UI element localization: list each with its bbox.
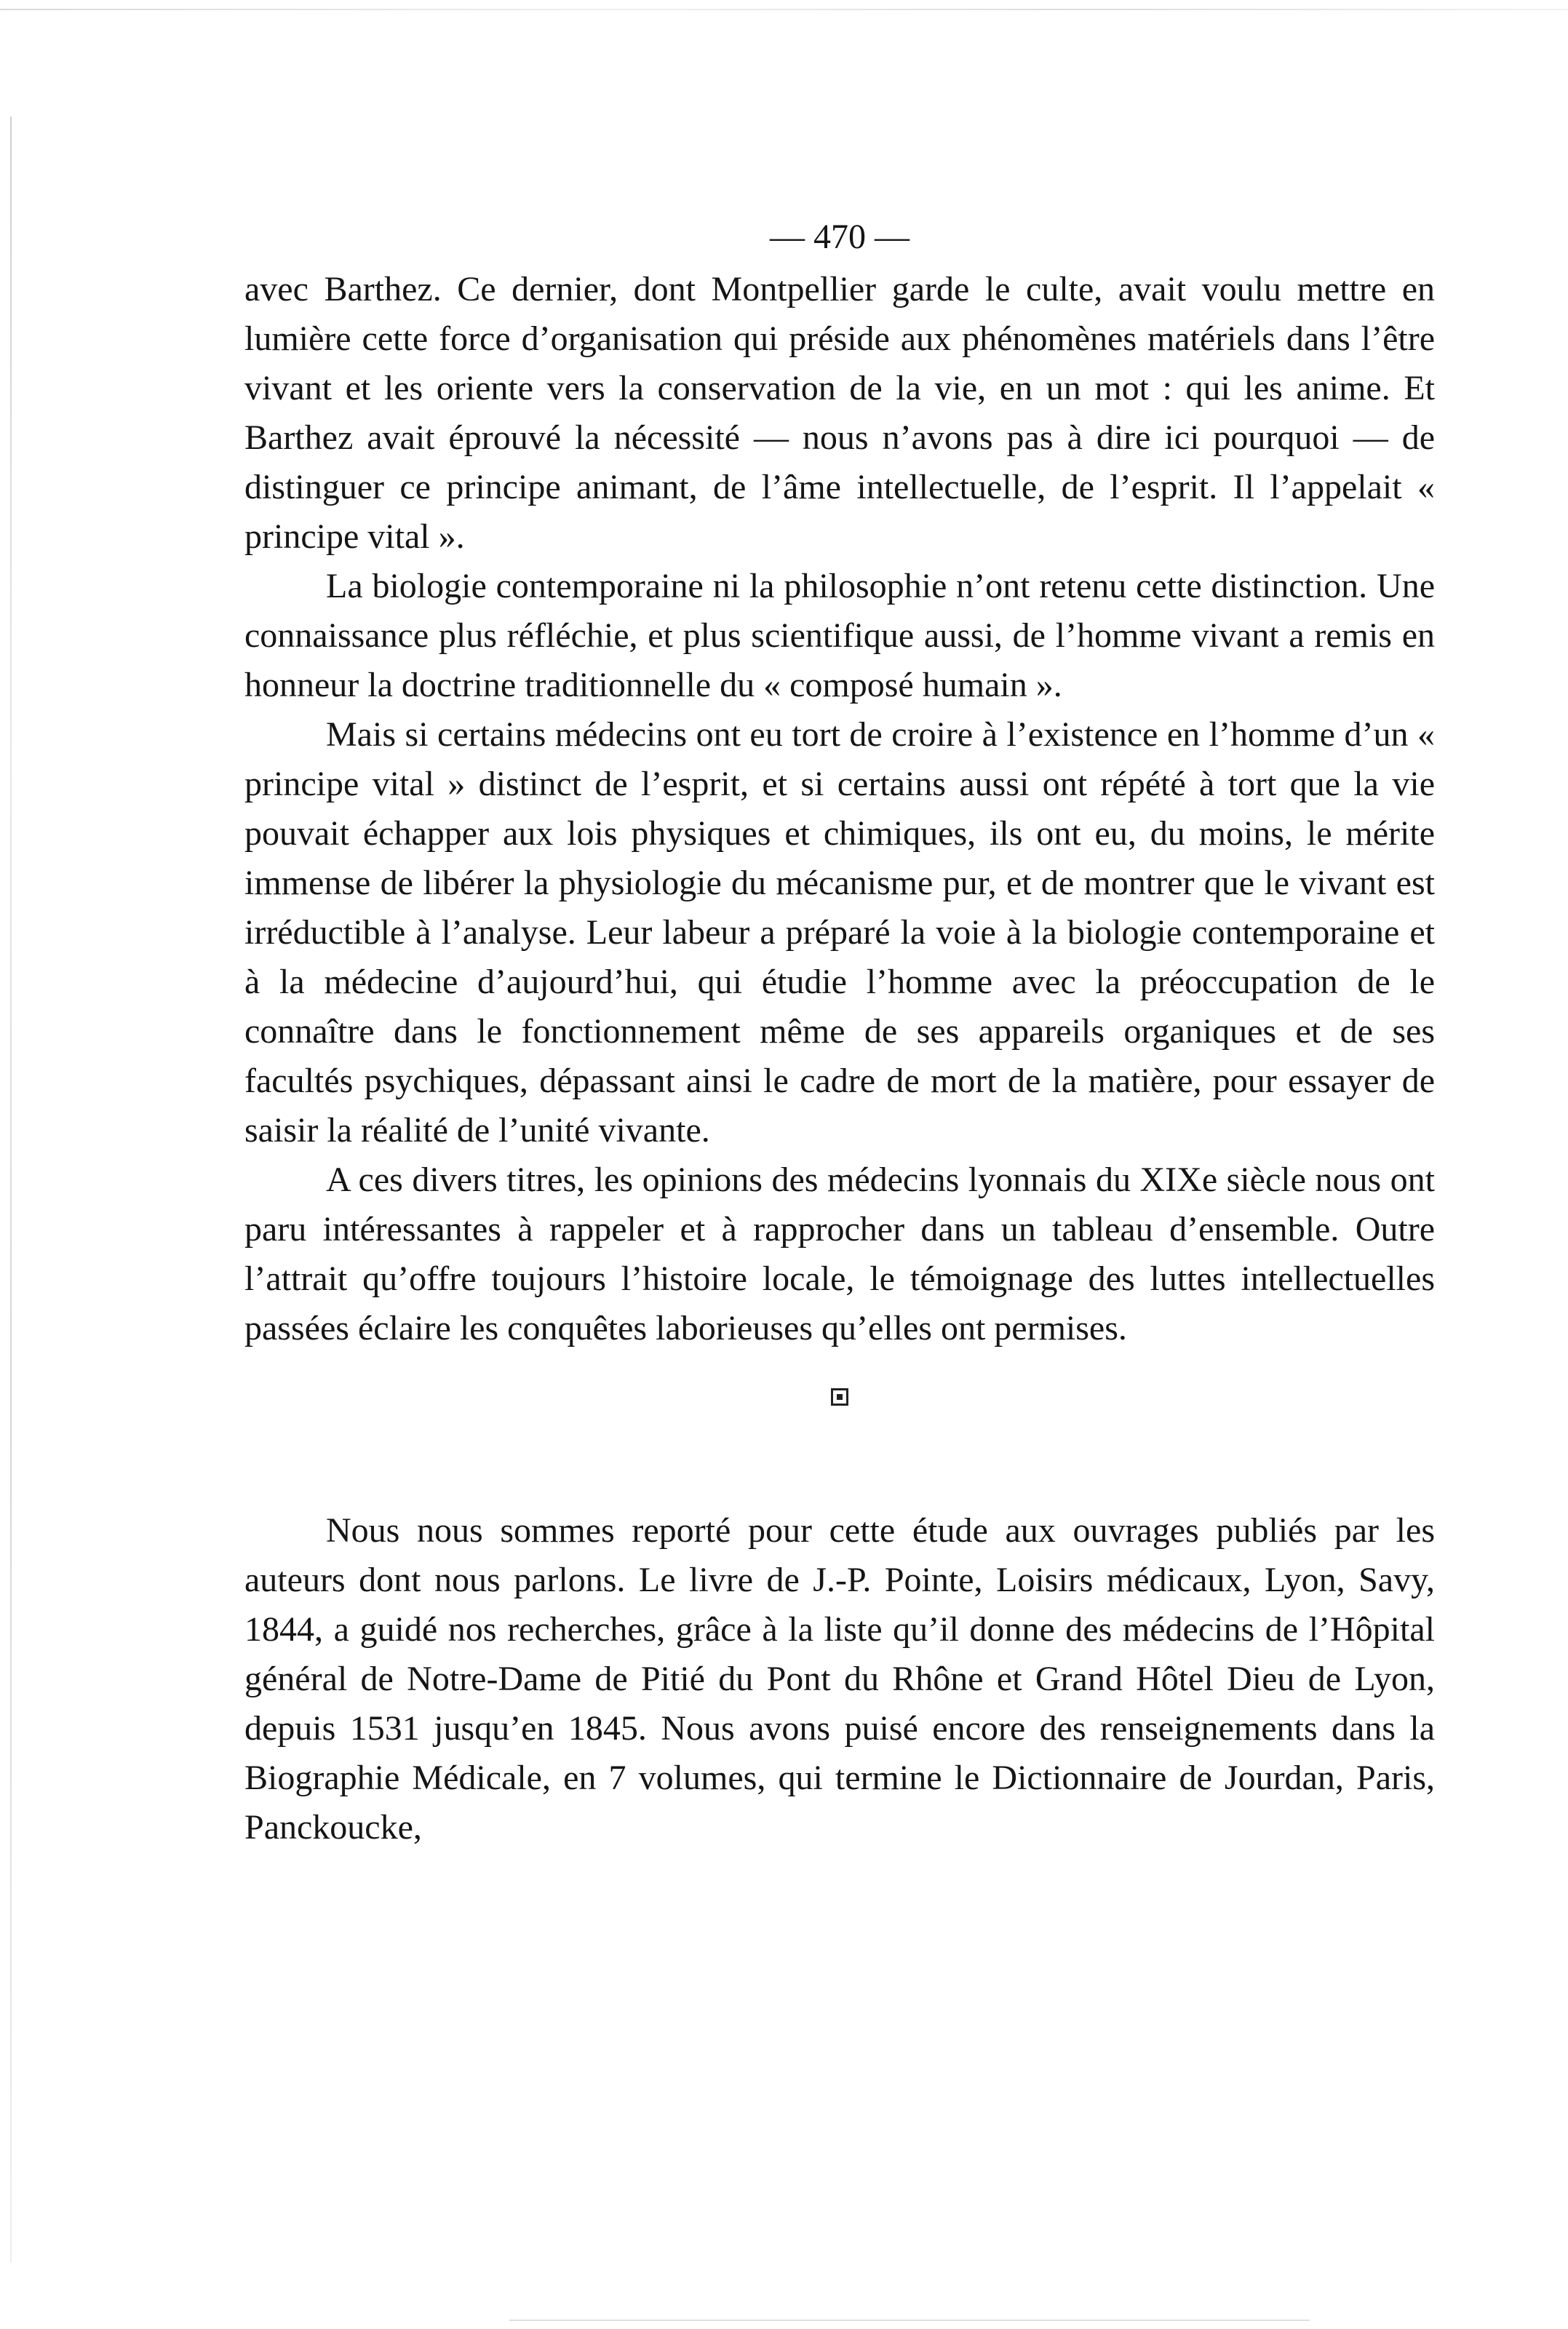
paragraph-3: Mais si certains médecins ont eu tort de croire à l’existence en l’homme d’un « principe vital » distinct de l’esprit, et si certains aussi ont répété à tort que la vie pouvait échapper aux lois physiques et chimiques, ils ont eu, du moins, le mérite immense de libérer la physiologie du mécanisme pur, et de montrer que le vivant est irréductible à l’analyse. Leur labeur a préparé la voie à la biologie contemporaine et à la médecine d’aujourd’hui, qui étudie l’homme avec la préoccupation de le connaître dans le fonctionnement même de ses appareils organiques et de ses facultés psychiques, dépassant ainsi le cadre de mort de la matière, pour essayer de saisir la réalité de l’unité vivante. — [244, 715, 1435, 1150]
page-number: — 470 — — [770, 218, 910, 256]
paragraph-2: La biologie contemporaine ni la philosophie n’ont retenu cette distinction. Une connaissance plus réfléchie, et plus scientifique aussi, de l’homme vivant a remis en honneur la doctrine traditionnelle du « composé humain ». — [244, 567, 1435, 704]
paragraph-1: avec Barthez. Ce dernier, dont Montpellier garde le culte, avait voulu mettre en lumière cette force d’organisation qui préside aux phénomènes matériels dans l’être vivant et les oriente vers la conservation de la vie, en un mot : qui les anime. Et Barthez avait éprouvé la nécessité — nous n’avons pas à dire ici pourquoi — de distinguer ce principe animant, de l’âme intellectuelle, de l’esprit. Il l’appelait « principe vital ». — [244, 270, 1435, 556]
scan-edge-top — [0, 9, 1568, 10]
text-block — [244, 212, 1435, 1852]
section-ornament — [244, 1353, 1435, 1506]
paragraph-5: Nous nous sommes reporté pour cette étude aux ouvrages publiés par les auteurs dont nous parlons. Le livre de J.-P. Pointe, Loisirs médicaux, Lyon, Savy, 1844, a guidé nos recherches, grâce à la liste qu’il donne des médecins de l’Hôpital général de Notre-Dame de Pitié du Pont du Rhône et Grand Hôtel Dieu de Lyon, depuis 1531 jusqu’en 1845. Nous avons puisé encore des renseignements dans la Biographie Médicale, en 7 volumes, qui termine le Dictionnaire de Jourdan, Paris, Panckoucke, — [244, 1511, 1435, 1847]
scan-edge-left — [10, 116, 12, 2263]
square-ornament-icon — [831, 1388, 848, 1406]
scan-edge-bottom — [509, 2320, 1310, 2321]
paragraph-4: A ces divers titres, les opinions des médecins lyonnais du XIXe siècle nous ont paru intéressantes à rappeler et à rapprocher dans un tableau d’ensemble. Outre l’attrait qu’offre toujours l’histoire locale, le témoignage des luttes intellectuelles passées éclaire les conquêtes laborieuses qu’elles ont permises. — [244, 1160, 1435, 1347]
